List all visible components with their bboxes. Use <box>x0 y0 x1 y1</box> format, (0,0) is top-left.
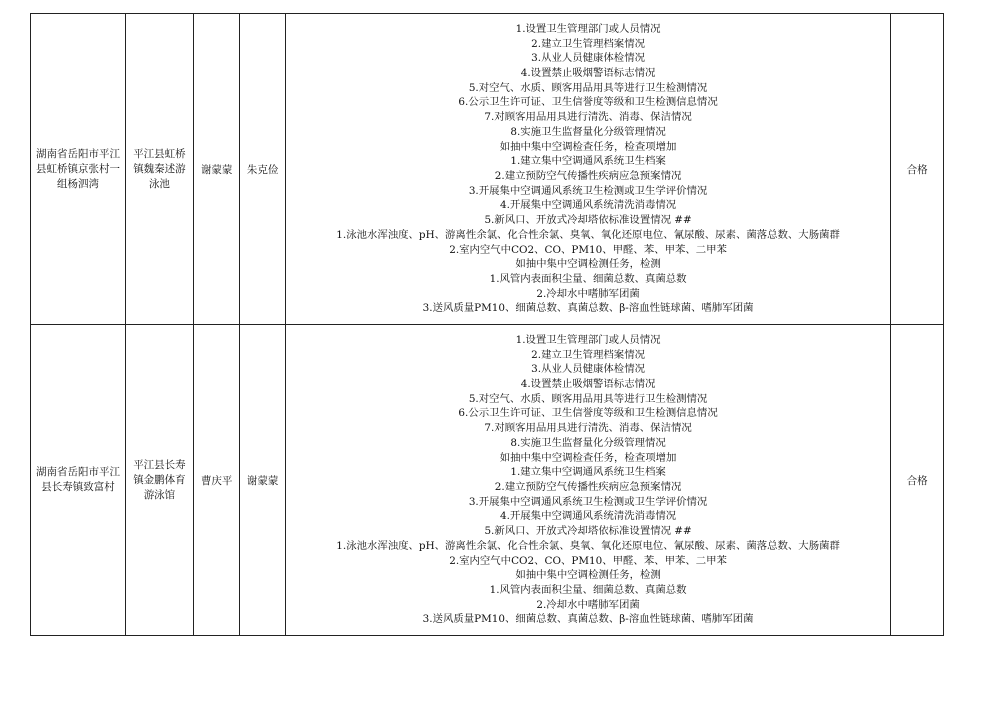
inspection-item: 5.对空气、水质、顾客用品用具等进行卫生检测情况 <box>468 392 708 405</box>
inspector-cell: 曹庆平 <box>193 325 239 636</box>
inspection-item: 8.实施卫生监督量化分级管理情况 <box>510 125 666 138</box>
inspection-items-list <box>286 333 891 627</box>
inspection-table <box>30 13 944 636</box>
inspection-item: 7.对顾客用品用具进行清洗、消毒、保洁情况 <box>484 111 692 124</box>
inspection-item: 3.从业人员健康体检情况 <box>531 363 645 376</box>
inspection-item: 4.设置禁止吸烟警语标志情况 <box>520 67 656 80</box>
inspection-item: 7.对顾客用品用具进行清洗、消毒、保洁情况 <box>484 422 692 435</box>
inspector-cell: 朱克俭 <box>240 14 285 325</box>
inspection-item: 2.建立卫生管理档案情况 <box>531 37 645 50</box>
inspection-item: 1.泳池水浑浊度、pH、游离性余氯、化合性余氯、臭氧、氧化还原电位、氰尿酸、尿素、菌落总数、大肠菌群 <box>336 539 840 552</box>
inspection-item: 1.风管内表面积尘量、细菌总数、真菌总数 <box>489 583 687 596</box>
inspection-item: 5.对空气、水质、顾客用品用具等进行卫生检测情况 <box>468 81 708 94</box>
table-row <box>31 325 944 636</box>
inspection-item: 4.开展集中空调通风系统清洗消毒情况 <box>499 199 677 212</box>
inspection-item: 如抽中集中空调检查任务，检查项增加 <box>499 451 677 464</box>
inspection-item: 5.新风口、开放式冷却塔依标准设置情况 ## <box>484 525 692 538</box>
inspection-items-cell <box>285 325 891 636</box>
inspection-item: 如抽中集中空调检测任务，检测 <box>515 258 661 271</box>
inspection-item: 8.实施卫生监督量化分级管理情况 <box>510 436 666 449</box>
inspection-item: 2.建立预防空气传播性疾病应急预案情况 <box>494 481 682 493</box>
inspection-item: 如抽中集中空调检测任务，检测 <box>515 569 661 582</box>
result-cell: 合格 <box>891 14 944 325</box>
inspection-item: 4.设置禁止吸烟警语标志情况 <box>520 378 656 391</box>
inspector-cell: 谢蒙蒙 <box>240 325 285 636</box>
inspection-item: 3.送风质量PM10、细菌总数、真菌总数、β-溶血性链球菌、嗜肺军团菌 <box>422 302 754 315</box>
inspection-item: 6.公示卫生许可证、卫生信誉度等级和卫生检测信息情况 <box>458 407 718 420</box>
location-cell: 湖南省岳阳市平江县虹桥镇京张村一组杨泗湾 <box>31 14 126 325</box>
inspector-cell: 谢蒙蒙 <box>193 14 239 325</box>
inspection-item: 3.送风质量PM10、细菌总数、真菌总数、β-溶血性链球菌、嗜肺军团菌 <box>422 613 754 626</box>
inspection-item: 1.泳池水浑浊度、pH、游离性余氯、化合性余氯、臭氧、氧化还原电位、氰尿酸、尿素、菌落总数、大肠菌群 <box>336 228 840 241</box>
inspection-item: 2.建立预防空气传播性疾病应急预案情况 <box>494 170 682 182</box>
inspection-item: 1.建立集中空调通风系统卫生档案 <box>510 466 666 479</box>
inspection-items-list <box>286 22 891 316</box>
inspection-item: 5.新风口、开放式冷却塔依标准设置情况 ## <box>484 214 692 227</box>
result-cell: 合格 <box>891 325 944 636</box>
inspection-item: 2.室内空气中CO2、CO、PM10、甲醛、苯、甲苯、二甲苯 <box>449 243 727 256</box>
unit-name-cell: 平江县虹桥镇魏秦述游泳池 <box>125 14 193 325</box>
unit-name-cell: 平江县长寿镇金鹏体育游泳馆 <box>125 325 193 636</box>
inspection-item: 6.公示卫生许可证、卫生信誉度等级和卫生检测信息情况 <box>458 96 718 109</box>
inspection-item: 3.开展集中空调通风系统卫生检测或卫生学评价情况 <box>468 495 708 508</box>
inspection-item: 1.设置卫生管理部门或人员情况 <box>515 22 661 35</box>
inspection-items-cell <box>285 14 891 325</box>
inspection-item: 2.室内空气中CO2、CO、PM10、甲醛、苯、甲苯、二甲苯 <box>449 554 727 567</box>
inspection-item: 1.风管内表面积尘量、细菌总数、真菌总数 <box>489 272 687 285</box>
inspection-item: 2.冷却水中嗜肺军团菌 <box>536 598 640 611</box>
inspection-item: 如抽中集中空调检查任务，检查项增加 <box>499 140 677 153</box>
inspection-item: 3.从业人员健康体检情况 <box>531 52 645 65</box>
inspection-item: 4.开展集中空调通风系统清洗消毒情况 <box>499 510 677 523</box>
inspection-item: 1.建立集中空调通风系统卫生档案 <box>510 155 666 168</box>
inspection-item: 2.建立卫生管理档案情况 <box>531 348 645 361</box>
table-row <box>31 14 944 325</box>
inspection-item: 3.开展集中空调通风系统卫生检测或卫生学评价情况 <box>468 184 708 197</box>
inspection-item: 2.冷却水中嗜肺军团菌 <box>536 287 640 300</box>
location-cell: 湖南省岳阳市平江县长寿镇致富村 <box>31 325 126 636</box>
inspection-item: 1.设置卫生管理部门或人员情况 <box>515 333 661 346</box>
